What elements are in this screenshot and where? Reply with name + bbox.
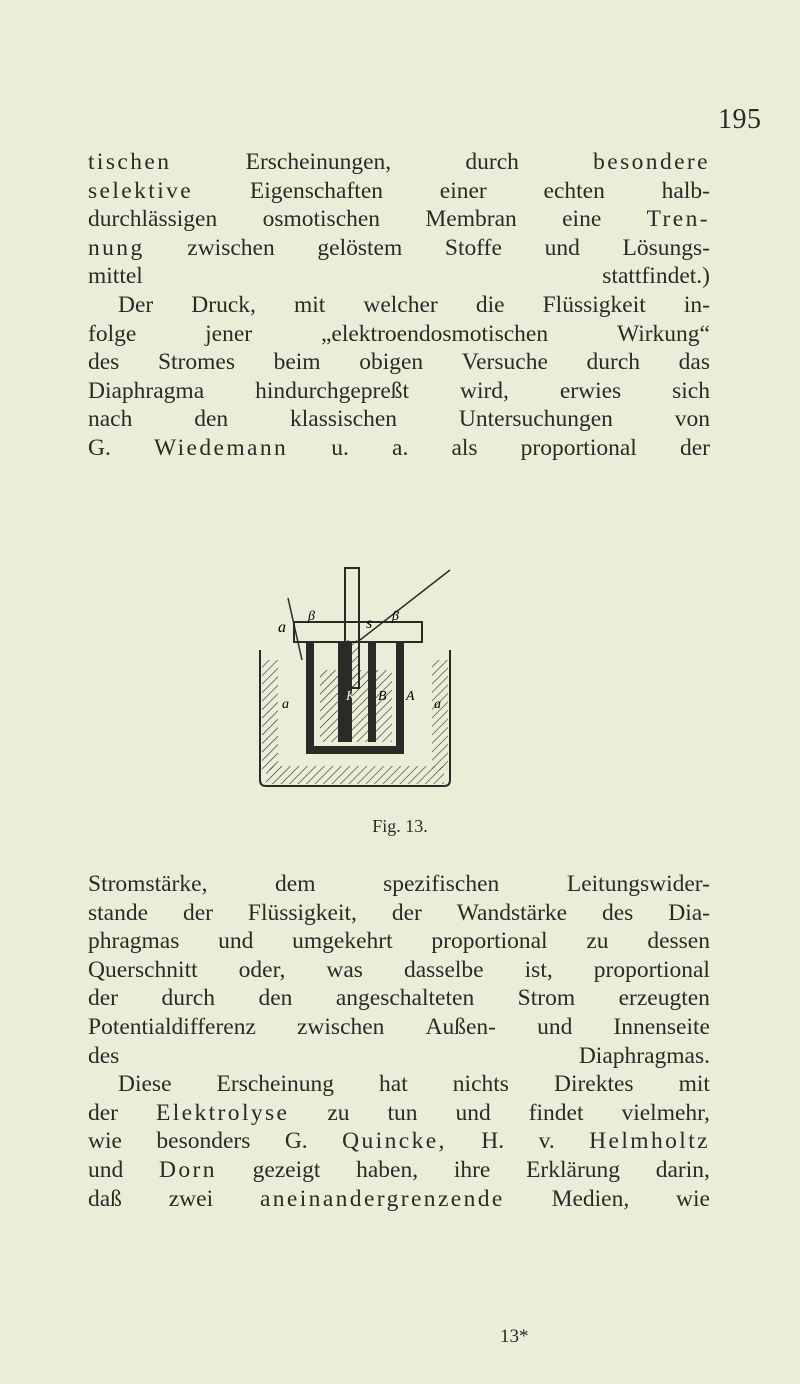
text-line bbox=[88, 405, 710, 434]
word: Erscheinung bbox=[216, 1071, 335, 1098]
word: Erklärung bbox=[526, 1156, 621, 1183]
word: Helmholtz bbox=[589, 1128, 710, 1155]
word: tun bbox=[387, 1099, 418, 1126]
word: Druck, bbox=[191, 291, 256, 318]
word: Leitungswider- bbox=[566, 871, 710, 897]
word: Eigenschaften bbox=[249, 177, 384, 204]
text-line bbox=[88, 1099, 710, 1128]
word: was bbox=[326, 956, 363, 983]
word: oder, bbox=[238, 956, 286, 983]
word: proportional bbox=[593, 956, 710, 983]
label-s: s bbox=[366, 615, 373, 632]
text-line bbox=[88, 1042, 710, 1071]
text-line bbox=[88, 927, 710, 956]
word: durch bbox=[161, 985, 215, 1012]
text-line bbox=[88, 870, 710, 899]
word: Querschnitt bbox=[88, 956, 198, 983]
word: ist, bbox=[524, 956, 553, 983]
word: jener bbox=[205, 320, 253, 347]
word: wie bbox=[676, 1185, 710, 1212]
word: Medien, bbox=[551, 1185, 630, 1212]
word: daß bbox=[88, 1185, 122, 1212]
word: ihre bbox=[453, 1156, 491, 1183]
word: Erscheinungen, bbox=[245, 149, 392, 175]
word: Tren- bbox=[646, 206, 710, 233]
word: Flüssigkeit bbox=[542, 291, 646, 318]
word: u. bbox=[331, 434, 349, 461]
pointer-a bbox=[288, 598, 302, 660]
word: echten bbox=[543, 177, 605, 204]
word: durch bbox=[586, 349, 641, 376]
word: durch bbox=[465, 149, 519, 175]
word: eine bbox=[562, 206, 602, 233]
word: Lösungs- bbox=[622, 234, 710, 261]
word: tischen bbox=[88, 149, 172, 175]
outer-vessel-left-hatch bbox=[262, 660, 278, 770]
label-K: K bbox=[346, 689, 356, 704]
word: G. bbox=[88, 434, 111, 461]
word: nichts bbox=[452, 1071, 509, 1098]
word: erwies bbox=[559, 377, 622, 404]
apparatus-drawing bbox=[250, 560, 460, 790]
word: proportional bbox=[520, 434, 637, 461]
inner-fill bbox=[320, 670, 392, 742]
word: Membran bbox=[425, 206, 517, 233]
pointer-s bbox=[360, 570, 450, 640]
word: Der bbox=[118, 291, 154, 318]
word: Diese bbox=[118, 1071, 172, 1098]
word: des Diaphragmas. bbox=[88, 1042, 710, 1069]
word: Wandstärke bbox=[456, 899, 568, 926]
word: dem bbox=[275, 871, 316, 897]
label-a-left: a bbox=[278, 619, 286, 636]
word: den bbox=[258, 985, 293, 1012]
label-beta-left: β bbox=[308, 609, 315, 624]
word: Flüssigkeit, bbox=[247, 899, 357, 926]
word: Wirkung“ bbox=[616, 320, 710, 347]
text-line bbox=[88, 899, 710, 928]
word: aneinandergrenzende bbox=[259, 1185, 505, 1212]
word: halb- bbox=[661, 177, 710, 204]
text-line bbox=[88, 291, 710, 320]
word: zu bbox=[586, 928, 609, 955]
word: v. bbox=[538, 1128, 555, 1155]
word: proportional bbox=[431, 928, 548, 955]
text-line bbox=[88, 262, 710, 291]
text-line bbox=[88, 377, 710, 406]
figure-caption: Fig. 13. bbox=[372, 816, 428, 836]
word: den bbox=[194, 406, 229, 433]
label-B: B bbox=[378, 689, 387, 704]
label-beta-right: β bbox=[392, 609, 399, 624]
word: Elektrolyse bbox=[155, 1099, 290, 1126]
word: Stromes bbox=[157, 349, 235, 376]
word: angeschalteten bbox=[335, 985, 475, 1012]
word: sich bbox=[672, 377, 710, 404]
word: besondere bbox=[593, 149, 710, 175]
word: des bbox=[88, 349, 120, 376]
word: gelöstem bbox=[317, 234, 403, 261]
word: nung bbox=[88, 234, 145, 261]
word: zwischen bbox=[297, 1013, 385, 1040]
paragraph-bottom bbox=[88, 870, 710, 1213]
text-line bbox=[88, 1070, 710, 1099]
word: mittel stattfindet.) bbox=[88, 263, 710, 290]
word: Wiedemann bbox=[153, 434, 289, 461]
word: und bbox=[218, 928, 254, 955]
word: zu bbox=[327, 1099, 350, 1126]
label-A: A bbox=[406, 689, 415, 704]
word: spezifischen bbox=[383, 871, 500, 897]
word: G. bbox=[284, 1128, 308, 1155]
word: haben, bbox=[356, 1156, 419, 1183]
word: Untersuchungen bbox=[458, 406, 613, 433]
word: gezeigt bbox=[252, 1156, 321, 1183]
word: Stromstärke, bbox=[88, 871, 208, 897]
word: Direktes bbox=[553, 1071, 634, 1098]
word: Versuche bbox=[461, 349, 548, 376]
word: Außen- bbox=[425, 1013, 496, 1040]
word: der bbox=[88, 985, 119, 1012]
word: mit bbox=[293, 291, 326, 318]
word: durchlässigen bbox=[88, 206, 218, 233]
word: a. bbox=[392, 434, 409, 461]
word: der bbox=[88, 1099, 119, 1126]
text-line bbox=[88, 348, 710, 377]
word: nach bbox=[88, 406, 133, 433]
text-line bbox=[88, 148, 710, 177]
word: zwei bbox=[168, 1185, 214, 1212]
word: phragmas bbox=[88, 928, 180, 955]
word: wird, bbox=[459, 377, 509, 404]
figure-13-apparatus-diagram bbox=[250, 560, 460, 790]
text-line bbox=[88, 1013, 710, 1042]
word: Innenseite bbox=[613, 1013, 710, 1040]
text-line bbox=[88, 320, 710, 349]
word: dessen bbox=[647, 928, 710, 955]
text-line bbox=[88, 1127, 710, 1156]
word: Diaphragma bbox=[88, 377, 205, 404]
word: stande bbox=[88, 899, 149, 926]
word: Dia- bbox=[668, 899, 710, 926]
word: Stoffe bbox=[444, 234, 502, 261]
word: hindurchgepreßt bbox=[255, 377, 410, 404]
word: besonders bbox=[156, 1128, 251, 1155]
word: welcher bbox=[363, 291, 438, 318]
word: Quincke, bbox=[342, 1128, 447, 1155]
electrode-B bbox=[368, 642, 376, 742]
text-line bbox=[88, 1156, 710, 1185]
word: dasselbe bbox=[403, 956, 484, 983]
word: mit bbox=[678, 1071, 710, 1098]
text-line bbox=[88, 205, 710, 234]
label-a-inner-right: a bbox=[434, 697, 441, 712]
word: der bbox=[391, 899, 422, 926]
text-line bbox=[88, 1185, 710, 1214]
word: findet bbox=[528, 1099, 584, 1126]
word: zwischen bbox=[187, 234, 275, 261]
word: der bbox=[679, 434, 710, 461]
word: „elektroendosmotischen bbox=[320, 320, 549, 347]
outer-vessel-bottom-hatch bbox=[266, 766, 444, 784]
text-line bbox=[88, 956, 710, 985]
word: umgekehrt bbox=[292, 928, 393, 955]
paragraph-top bbox=[88, 148, 710, 463]
word: vielmehr, bbox=[621, 1099, 710, 1126]
word: osmotischen bbox=[262, 206, 381, 233]
word: von bbox=[674, 406, 710, 433]
page-number: 195 bbox=[718, 104, 762, 135]
word: in- bbox=[683, 291, 710, 318]
word: klassischen bbox=[290, 406, 398, 433]
text-line bbox=[88, 434, 710, 463]
word: wie bbox=[88, 1128, 122, 1155]
word: der bbox=[182, 899, 213, 926]
word: die bbox=[475, 291, 505, 318]
word: erzeugten bbox=[618, 985, 710, 1012]
word: und bbox=[544, 234, 580, 261]
word: folge bbox=[88, 320, 137, 347]
text-line bbox=[88, 984, 710, 1013]
word: H. bbox=[481, 1128, 505, 1155]
word: und bbox=[88, 1156, 124, 1183]
word: des bbox=[602, 899, 634, 926]
label-a-inner-left: a bbox=[282, 697, 289, 712]
word: und bbox=[455, 1099, 491, 1126]
word: beim bbox=[273, 349, 321, 376]
word: obigen bbox=[359, 349, 424, 376]
word: Potentialdifferenz bbox=[88, 1013, 256, 1040]
signature-mark: 13* bbox=[500, 1326, 529, 1347]
word: selektive bbox=[88, 177, 194, 204]
word: Dorn bbox=[158, 1156, 217, 1183]
word: das bbox=[678, 349, 710, 376]
outer-vessel-right-hatch bbox=[432, 660, 448, 770]
word: hat bbox=[379, 1071, 408, 1098]
text-line bbox=[88, 177, 710, 206]
text-line bbox=[88, 234, 710, 263]
word: darin, bbox=[655, 1156, 710, 1183]
word: Strom bbox=[517, 985, 576, 1012]
word: einer bbox=[439, 177, 487, 204]
word: als bbox=[451, 434, 478, 461]
word: und bbox=[537, 1013, 573, 1040]
